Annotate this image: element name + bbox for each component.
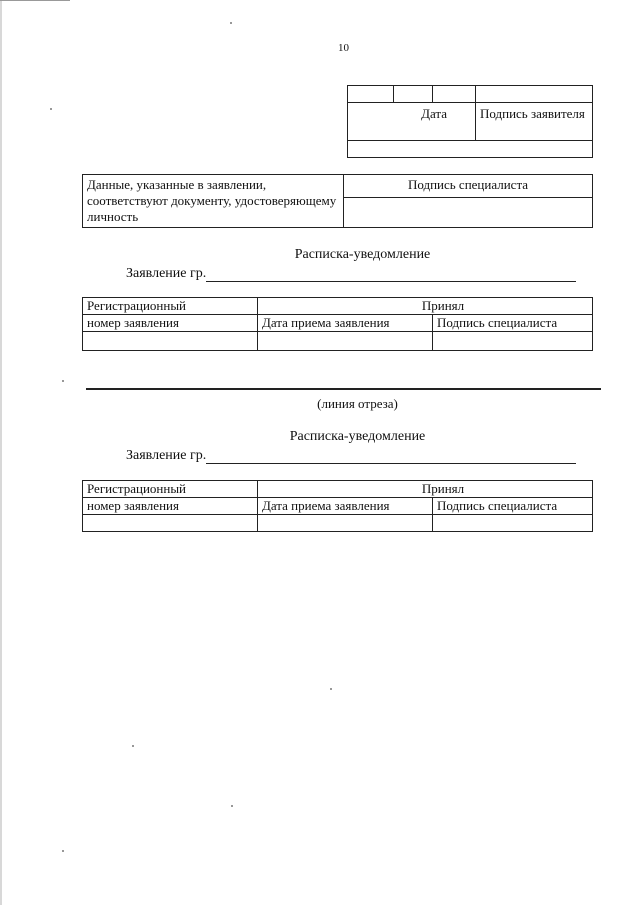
scan-edge xyxy=(0,0,2,905)
reg-number-label-1: Регистрационный xyxy=(83,481,258,498)
table-cell xyxy=(83,515,258,532)
table-cell xyxy=(433,515,593,532)
accepted-label: Принял xyxy=(258,298,593,315)
applicant-table xyxy=(347,85,593,158)
scan-speck xyxy=(231,805,233,807)
scan-speck xyxy=(230,22,232,24)
scan-mark xyxy=(0,0,70,1)
table-cell xyxy=(433,332,593,351)
accepted-label: Принял xyxy=(258,481,593,498)
acceptance-date-label: Дата приема заявления xyxy=(258,315,433,332)
page-number: 10 xyxy=(338,42,349,54)
receipt-title: Расписка-уведомление xyxy=(289,429,426,444)
specialist-signature-label: Подпись специалиста xyxy=(433,315,593,332)
reg-number-label-2: номер заявления xyxy=(83,498,258,515)
specialist-signature-label: Подпись специалиста xyxy=(344,175,593,198)
document-match-text: Данные, указанные в заявлении, соответствуют документу, удостоверяющему личность xyxy=(83,175,344,228)
applicant-name-line xyxy=(206,267,576,282)
specialist-signature-field xyxy=(344,198,593,228)
scan-speck xyxy=(62,850,64,852)
table-cell xyxy=(394,86,433,103)
scan-speck xyxy=(330,688,332,690)
table-cell xyxy=(83,332,258,351)
application-label: Заявление гр. xyxy=(126,266,207,281)
applicant-name-line xyxy=(206,449,576,464)
table-cell xyxy=(348,141,593,158)
table-cell xyxy=(476,86,593,103)
reg-number-label-2: номер заявления xyxy=(83,315,258,332)
table-cell xyxy=(258,332,433,351)
verification-table xyxy=(82,174,593,228)
applicant-signature-label: Подпись заявителя xyxy=(476,103,593,141)
application-label: Заявление гр. xyxy=(126,448,207,463)
cut-line xyxy=(86,388,601,390)
application-line xyxy=(126,448,576,464)
cut-line-label: (линия отреза) xyxy=(317,396,398,411)
table-cell xyxy=(433,86,476,103)
receipt-table xyxy=(82,480,593,532)
receipt-table xyxy=(82,297,593,351)
scan-speck xyxy=(132,745,134,747)
application-line xyxy=(126,266,576,282)
table-cell xyxy=(348,86,394,103)
scan-speck xyxy=(62,380,64,382)
specialist-signature-label: Подпись специалиста xyxy=(433,498,593,515)
scan-speck xyxy=(50,108,52,110)
receipt-title: Расписка-уведомление xyxy=(294,247,431,262)
date-label: Дата xyxy=(348,103,476,141)
reg-number-label-1: Регистрационный xyxy=(83,298,258,315)
table-cell xyxy=(258,515,433,532)
acceptance-date-label: Дата приема заявления xyxy=(258,498,433,515)
